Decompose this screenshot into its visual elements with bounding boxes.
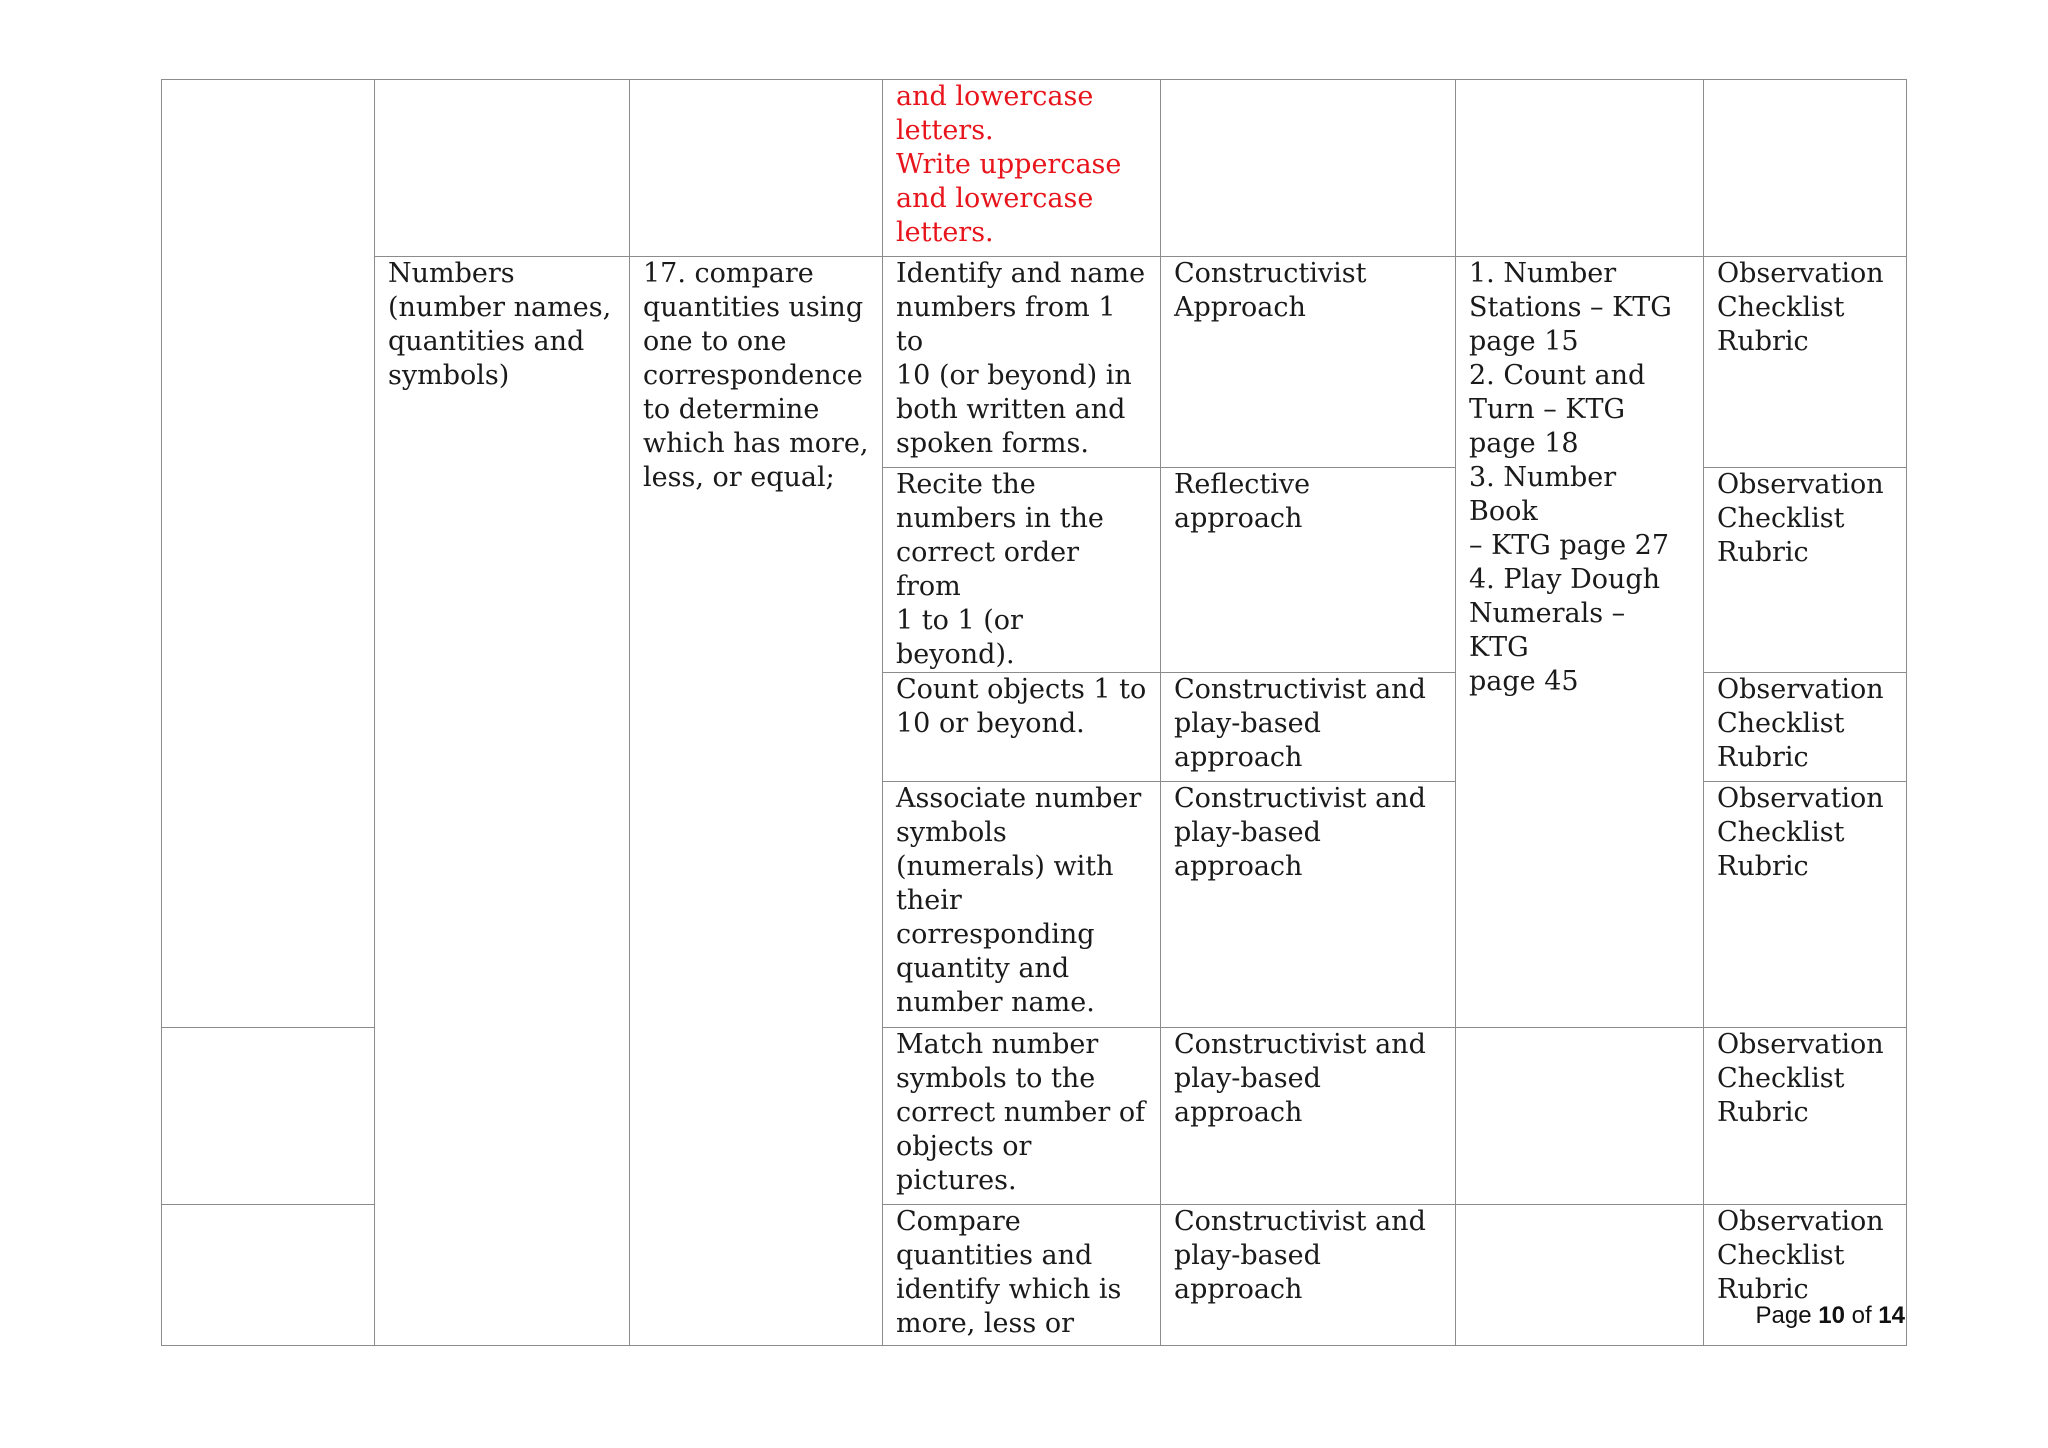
activity-cell bbox=[883, 673, 1161, 782]
assessment-text: Checklist bbox=[1717, 708, 1845, 739]
activity-text: 10 (or beyond) in bbox=[896, 360, 1132, 391]
assessment-cell bbox=[1704, 257, 1907, 468]
activity-text: symbols bbox=[896, 817, 1007, 848]
outcome-text: correspondence bbox=[643, 360, 863, 391]
assessment-text: Observation bbox=[1717, 1029, 1884, 1060]
activity-cell bbox=[883, 782, 1161, 1028]
approach-text: play-based bbox=[1174, 708, 1321, 739]
activity-text: pictures. bbox=[896, 1165, 1017, 1196]
approach-text: Constructivist bbox=[1174, 258, 1367, 289]
approach-cell bbox=[1161, 673, 1456, 782]
highlighted-text: and lowercase bbox=[896, 81, 1094, 112]
assessment-text: Rubric bbox=[1717, 742, 1809, 773]
resources-cell bbox=[1456, 257, 1704, 1028]
resource-text: page 18 bbox=[1469, 428, 1579, 459]
empty-cell bbox=[375, 80, 630, 257]
resource-text: – KTG page 27 bbox=[1469, 530, 1669, 561]
assessment-text: Rubric bbox=[1717, 1097, 1809, 1128]
empty-cell bbox=[162, 1028, 375, 1205]
resource-text: Turn – KTG bbox=[1469, 394, 1626, 425]
activity-text: Recite the bbox=[896, 469, 1036, 500]
activity-text: both written and bbox=[896, 394, 1126, 425]
activity-cell bbox=[883, 80, 1161, 257]
highlighted-text: letters. bbox=[896, 217, 994, 248]
assessment-text: Checklist bbox=[1717, 1240, 1845, 1271]
activity-cell bbox=[883, 468, 1161, 673]
activity-text: 1 to 1 (or beyond). bbox=[896, 605, 1023, 670]
activity-text: objects or bbox=[896, 1131, 1032, 1162]
assessment-text: Observation bbox=[1717, 258, 1884, 289]
approach-text: approach bbox=[1174, 742, 1303, 773]
approach-text: approach bbox=[1174, 1274, 1303, 1305]
empty-cell bbox=[162, 80, 375, 1028]
highlighted-text: and lowercase bbox=[896, 183, 1094, 214]
empty-cell bbox=[630, 80, 883, 257]
outcome-text: one to one bbox=[643, 326, 787, 357]
assessment-text: Observation bbox=[1717, 783, 1884, 814]
resource-text: 2. Count and bbox=[1469, 360, 1646, 391]
page-label: Page bbox=[1755, 1302, 1812, 1329]
assessment-cell bbox=[1704, 673, 1907, 782]
empty-cell bbox=[162, 1205, 375, 1346]
activity-text: (numerals) with bbox=[896, 851, 1114, 882]
outcome-text: quantities using bbox=[643, 292, 864, 323]
topic-text: (number names, bbox=[388, 292, 612, 323]
assessment-text: Checklist bbox=[1717, 817, 1845, 848]
topic-text: Numbers bbox=[388, 258, 515, 289]
empty-cell bbox=[1456, 1028, 1704, 1205]
activity-text: correct number of bbox=[896, 1097, 1146, 1128]
assessment-cell bbox=[1704, 1028, 1907, 1205]
assessment-text: Observation bbox=[1717, 674, 1884, 705]
approach-text: play-based bbox=[1174, 1063, 1321, 1094]
approach-text: approach bbox=[1174, 1097, 1303, 1128]
outcome-text: to determine bbox=[643, 394, 820, 425]
resource-text: 3. Number Book bbox=[1469, 462, 1617, 527]
approach-cell bbox=[1161, 1205, 1456, 1346]
activity-text: more, less or bbox=[896, 1308, 1074, 1339]
activity-text: Compare bbox=[896, 1206, 1021, 1237]
resource-text: 1. Number bbox=[1469, 258, 1617, 289]
activity-text: symbols to the bbox=[896, 1063, 1096, 1094]
approach-text: Constructivist and bbox=[1174, 674, 1426, 705]
activity-text: identify which is bbox=[896, 1274, 1122, 1305]
approach-cell bbox=[1161, 257, 1456, 468]
approach-text: Constructivist and bbox=[1174, 1206, 1426, 1237]
activity-cell bbox=[883, 257, 1161, 468]
activity-text: numbers from 1 to bbox=[896, 292, 1116, 357]
empty-cell bbox=[1704, 80, 1907, 257]
approach-text: Constructivist and bbox=[1174, 1029, 1426, 1060]
empty-cell bbox=[1456, 80, 1704, 257]
activity-text: 10 or beyond. bbox=[896, 708, 1085, 739]
table-row bbox=[162, 257, 1907, 468]
activity-text: Associate number bbox=[896, 783, 1142, 814]
assessment-text: Checklist bbox=[1717, 503, 1845, 534]
assessment-text: Rubric bbox=[1717, 851, 1809, 882]
outcome-text: less, or equal; bbox=[643, 462, 835, 493]
activity-text: correct order from bbox=[896, 537, 1080, 602]
approach-text: Approach bbox=[1174, 292, 1306, 323]
assessment-text: Checklist bbox=[1717, 292, 1845, 323]
assessment-cell bbox=[1704, 782, 1907, 1028]
resource-text: Numerals – KTG bbox=[1469, 598, 1626, 663]
activity-cell bbox=[883, 1205, 1161, 1346]
approach-text: Constructivist and bbox=[1174, 783, 1426, 814]
activity-text: quantities and bbox=[896, 1240, 1093, 1271]
approach-text: play-based bbox=[1174, 817, 1321, 848]
activity-text: spoken forms. bbox=[896, 428, 1089, 459]
approach-cell bbox=[1161, 782, 1456, 1028]
page-of-label: of bbox=[1851, 1302, 1872, 1329]
outcome-cell bbox=[630, 257, 883, 1346]
highlighted-text: letters. bbox=[896, 115, 994, 146]
activity-text: corresponding bbox=[896, 919, 1095, 950]
assessment-text: Observation bbox=[1717, 1206, 1884, 1237]
activity-text: Match number bbox=[896, 1029, 1099, 1060]
resource-text: Stations – KTG bbox=[1469, 292, 1672, 323]
curriculum-table bbox=[161, 79, 1907, 1346]
approach-text: play-based bbox=[1174, 1240, 1321, 1271]
activity-cell bbox=[883, 1028, 1161, 1205]
activity-text: number name. bbox=[896, 987, 1095, 1018]
topic-cell bbox=[375, 257, 630, 1346]
activity-text: quantity and bbox=[896, 953, 1070, 984]
assessment-text: Rubric bbox=[1717, 1274, 1809, 1305]
approach-text: approach bbox=[1174, 851, 1303, 882]
outcome-text: 17. compare bbox=[643, 258, 814, 289]
highlighted-text: Write uppercase bbox=[896, 149, 1122, 180]
assessment-text: Observation bbox=[1717, 469, 1884, 500]
topic-text: symbols) bbox=[388, 360, 510, 391]
assessment-text: Checklist bbox=[1717, 1063, 1845, 1094]
activity-text: numbers in the bbox=[896, 503, 1104, 534]
activity-text: their bbox=[896, 885, 962, 916]
empty-cell bbox=[1161, 80, 1456, 257]
page-current: 10 bbox=[1818, 1302, 1845, 1329]
activity-text: Identify and name bbox=[896, 258, 1146, 289]
approach-cell bbox=[1161, 1028, 1456, 1205]
page-total: 14 bbox=[1878, 1302, 1905, 1329]
empty-cell bbox=[1456, 1205, 1704, 1346]
approach-text: Reflective approach bbox=[1174, 469, 1311, 534]
assessment-text: Rubric bbox=[1717, 537, 1809, 568]
approach-cell bbox=[1161, 468, 1456, 673]
activity-text: Count objects 1 to bbox=[896, 674, 1147, 705]
assessment-text: Rubric bbox=[1717, 326, 1809, 357]
page-footer bbox=[1756, 1302, 1906, 1330]
resource-text: page 15 bbox=[1469, 326, 1579, 357]
topic-text: quantities and bbox=[388, 326, 585, 357]
assessment-cell bbox=[1704, 468, 1907, 673]
outcome-text: which has more, bbox=[643, 428, 869, 459]
table-row bbox=[162, 80, 1907, 257]
resource-text: 4. Play Dough bbox=[1469, 564, 1661, 595]
resource-text: page 45 bbox=[1469, 666, 1579, 697]
